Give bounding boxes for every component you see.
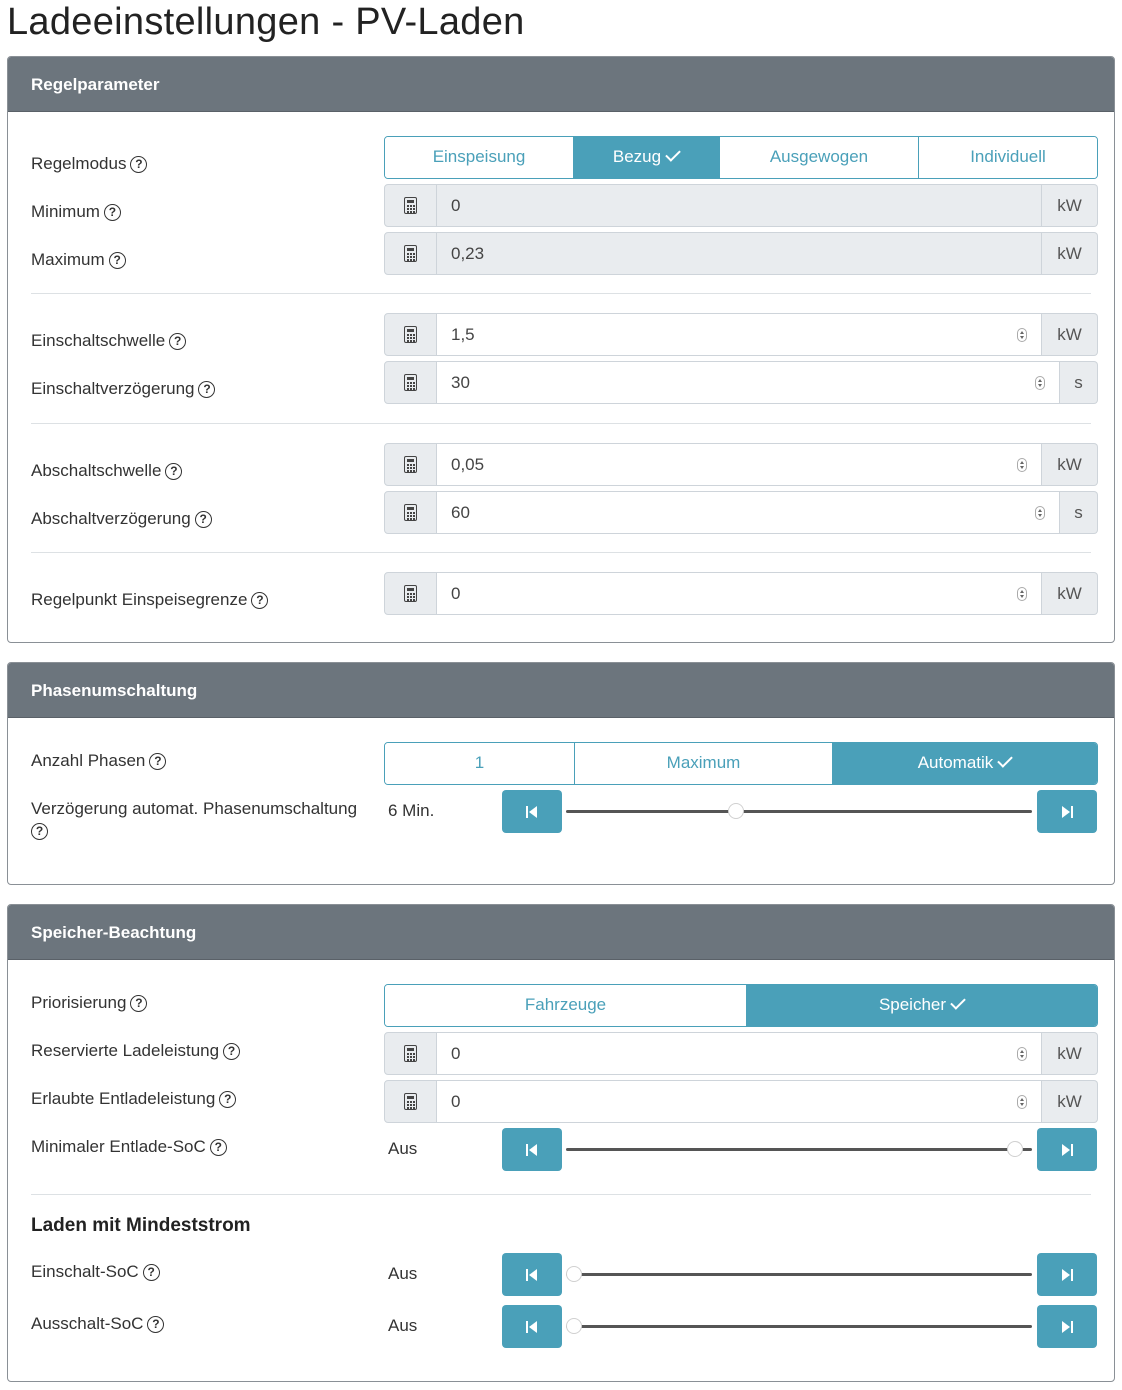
abschaltschwelle-input-group <box>384 443 1098 486</box>
einschalt-soc-decrease-button[interactable] <box>502 1253 562 1296</box>
spinner-icon[interactable] <box>1035 376 1045 390</box>
regelpunkt-input-group <box>384 572 1098 615</box>
einschaltverzoegerung-input[interactable]: 30 <box>437 361 1060 404</box>
speicher-header[interactable]: Speicher-Beachtung <box>8 905 1114 960</box>
skip-back-icon <box>526 806 538 818</box>
einschalt-soc-label: Einschalt-SoC ? <box>31 1261 160 1283</box>
einschalt-soc-slider-track[interactable] <box>566 1273 1032 1276</box>
reserviert-unit: kW <box>1042 1032 1098 1075</box>
min-soc-slider-thumb[interactable] <box>1007 1141 1023 1157</box>
regelmodus-einspeisung-button[interactable]: Einspeisung <box>385 137 574 178</box>
help-icon[interactable]: ? <box>143 1264 160 1281</box>
help-icon[interactable]: ? <box>149 753 166 770</box>
regelmodus-bezug-button[interactable]: Bezug <box>574 137 720 178</box>
regelpunkt-input[interactable]: 0 <box>437 572 1042 615</box>
entlade-label: Erlaubte Entladeleistung ? <box>31 1088 236 1110</box>
reserviert-input[interactable]: 0 <box>437 1032 1042 1075</box>
check-icon <box>950 994 966 1010</box>
spinner-icon[interactable] <box>1035 506 1045 520</box>
help-icon[interactable]: ? <box>198 381 215 398</box>
priorisierung-label: Priorisierung ? <box>31 992 147 1014</box>
regelparameter-header[interactable]: Regelparameter <box>8 57 1114 112</box>
einschaltverzoegerung-label: Einschaltverzögerung ? <box>31 378 215 400</box>
einschalt-soc-slider-thumb[interactable] <box>566 1266 582 1282</box>
anzahl-phasen-label: Anzahl Phasen ? <box>31 750 166 772</box>
divider <box>31 1194 1091 1195</box>
maximum-field: 0,23 <box>437 232 1042 275</box>
min-soc-slider-track[interactable] <box>566 1148 1032 1151</box>
skip-forward-icon <box>1061 1321 1073 1333</box>
entlade-input-group <box>384 1080 1098 1123</box>
help-icon[interactable]: ? <box>104 204 121 221</box>
spinner-icon[interactable] <box>1017 458 1027 472</box>
calculator-icon <box>384 491 437 534</box>
help-icon[interactable]: ? <box>251 592 268 609</box>
maximum-unit: kW <box>1042 232 1098 275</box>
spinner-icon[interactable] <box>1017 328 1027 342</box>
help-icon[interactable]: ? <box>219 1091 236 1108</box>
spinner-icon[interactable] <box>1017 1047 1027 1061</box>
entlade-input[interactable]: 0 <box>437 1080 1042 1123</box>
einschalt-soc-increase-button[interactable] <box>1037 1253 1097 1296</box>
verzoegerung-increase-button[interactable] <box>1037 790 1097 833</box>
einschaltschwelle-input[interactable]: 1,5 <box>437 313 1042 356</box>
entlade-unit: kW <box>1042 1080 1098 1123</box>
calculator-icon <box>384 1080 437 1123</box>
abschaltverzoegerung-input-group <box>384 491 1098 534</box>
calculator-icon <box>384 313 437 356</box>
skip-forward-icon <box>1061 1269 1073 1281</box>
help-icon[interactable]: ? <box>223 1043 240 1060</box>
abschaltschwelle-unit: kW <box>1042 443 1098 486</box>
einschaltschwelle-label: Einschaltschwelle ? <box>31 330 186 352</box>
calculator-icon <box>384 232 437 275</box>
divider <box>31 293 1091 294</box>
skip-back-icon <box>526 1269 538 1281</box>
help-icon[interactable]: ? <box>165 463 182 480</box>
maximum-label: Maximum ? <box>31 249 126 271</box>
divider <box>31 423 1091 424</box>
verzoegerung-decrease-button[interactable] <box>502 790 562 833</box>
abschaltverzoegerung-input[interactable]: 60 <box>437 491 1060 534</box>
skip-forward-icon <box>1061 1144 1073 1156</box>
calculator-icon <box>384 361 437 404</box>
ausschalt-soc-decrease-button[interactable] <box>502 1305 562 1348</box>
einschaltschwelle-unit: kW <box>1042 313 1098 356</box>
calculator-icon <box>384 443 437 486</box>
help-icon[interactable]: ? <box>130 995 147 1012</box>
einschaltschwelle-input-group <box>384 313 1098 356</box>
help-icon[interactable]: ? <box>169 333 186 350</box>
abschaltschwelle-label: Abschaltschwelle ? <box>31 460 182 482</box>
verzoegerung-slider-thumb[interactable] <box>728 803 744 819</box>
spinner-icon[interactable] <box>1017 1095 1027 1109</box>
verzoegerung-slider-track[interactable] <box>566 810 1032 813</box>
minimum-label: Minimum ? <box>31 201 121 223</box>
min-soc-increase-button[interactable] <box>1037 1128 1097 1171</box>
help-icon[interactable]: ? <box>210 1139 227 1156</box>
help-icon[interactable]: ? <box>147 1316 164 1333</box>
phasenumschaltung-header[interactable]: Phasenumschaltung <box>8 663 1114 718</box>
abschaltverzoegerung-label: Abschaltverzögerung ? <box>31 508 212 530</box>
regelparameter-card <box>7 56 1115 643</box>
calculator-icon <box>384 184 437 227</box>
mindeststrom-heading: Laden mit Mindeststrom <box>31 1215 251 1236</box>
regelmodus-label: Regelmodus ? <box>31 153 147 175</box>
ausschalt-soc-slider-track[interactable] <box>566 1325 1032 1328</box>
regelmodus-individuell-button[interactable]: Individuell <box>919 137 1097 178</box>
spinner-icon[interactable] <box>1017 587 1027 601</box>
einschaltverzoegerung-unit: s <box>1060 361 1098 404</box>
ausschalt-soc-slider-thumb[interactable] <box>566 1318 582 1334</box>
ausschalt-soc-label: Ausschalt-SoC ? <box>31 1313 164 1335</box>
regelpunkt-label: Regelpunkt Einspeisegrenze ? <box>31 589 268 611</box>
priorisierung-fahrzeuge-button[interactable]: Fahrzeuge <box>385 985 747 1026</box>
help-icon[interactable]: ? <box>130 156 147 173</box>
help-icon[interactable]: ? <box>109 252 126 269</box>
ausschalt-soc-value: Aus <box>388 1316 418 1335</box>
check-icon <box>665 146 681 162</box>
check-icon <box>998 752 1014 768</box>
minimum-unit: kW <box>1042 184 1098 227</box>
help-icon[interactable]: ? <box>31 823 48 840</box>
priorisierung-speicher-button[interactable]: Speicher <box>747 985 1097 1026</box>
minimum-field: 0 <box>437 184 1042 227</box>
anzahl-phasen-group <box>384 742 1098 785</box>
help-icon[interactable]: ? <box>195 511 212 528</box>
speicher-card <box>7 904 1115 1382</box>
einschalt-soc-value: Aus <box>388 1264 418 1283</box>
priorisierung-group <box>384 984 1098 1027</box>
calculator-icon <box>384 1032 437 1075</box>
page-title: Ladeeinstellungen - PV-Laden <box>7 1 525 43</box>
min-soc-label: Minimaler Entlade-SoC ? <box>31 1136 227 1158</box>
maximum-input-group <box>384 232 1098 275</box>
einschaltverzoegerung-input-group <box>384 361 1098 404</box>
regelmodus-ausgewogen-button[interactable]: Ausgewogen <box>720 137 919 178</box>
skip-forward-icon <box>1061 806 1073 818</box>
divider <box>31 552 1091 553</box>
skip-back-icon <box>526 1321 538 1333</box>
verzoegerung-label: Verzögerung automat. Phasenumschaltung ? <box>31 799 358 838</box>
ausschalt-soc-increase-button[interactable] <box>1037 1305 1097 1348</box>
abschaltschwelle-input[interactable]: 0,05 <box>437 443 1042 486</box>
verzoegerung-value: 6 Min. <box>388 801 435 820</box>
regelpunkt-unit: kW <box>1042 572 1098 615</box>
minimum-input-group <box>384 184 1098 227</box>
abschaltverzoegerung-unit: s <box>1060 491 1098 534</box>
skip-back-icon <box>526 1144 538 1156</box>
regelmodus-group <box>384 136 1098 179</box>
min-soc-decrease-button[interactable] <box>502 1128 562 1171</box>
phasenumschaltung-card <box>7 662 1115 885</box>
phasen-automatik-button[interactable]: Automatik <box>833 743 1097 784</box>
phasen-maximum-button[interactable]: Maximum <box>575 743 833 784</box>
phasen-1-button[interactable]: 1 <box>385 743 575 784</box>
reserviert-label: Reservierte Ladeleistung ? <box>31 1040 240 1062</box>
min-soc-value: Aus <box>388 1139 418 1158</box>
calculator-icon <box>384 572 437 615</box>
reserviert-input-group <box>384 1032 1098 1075</box>
